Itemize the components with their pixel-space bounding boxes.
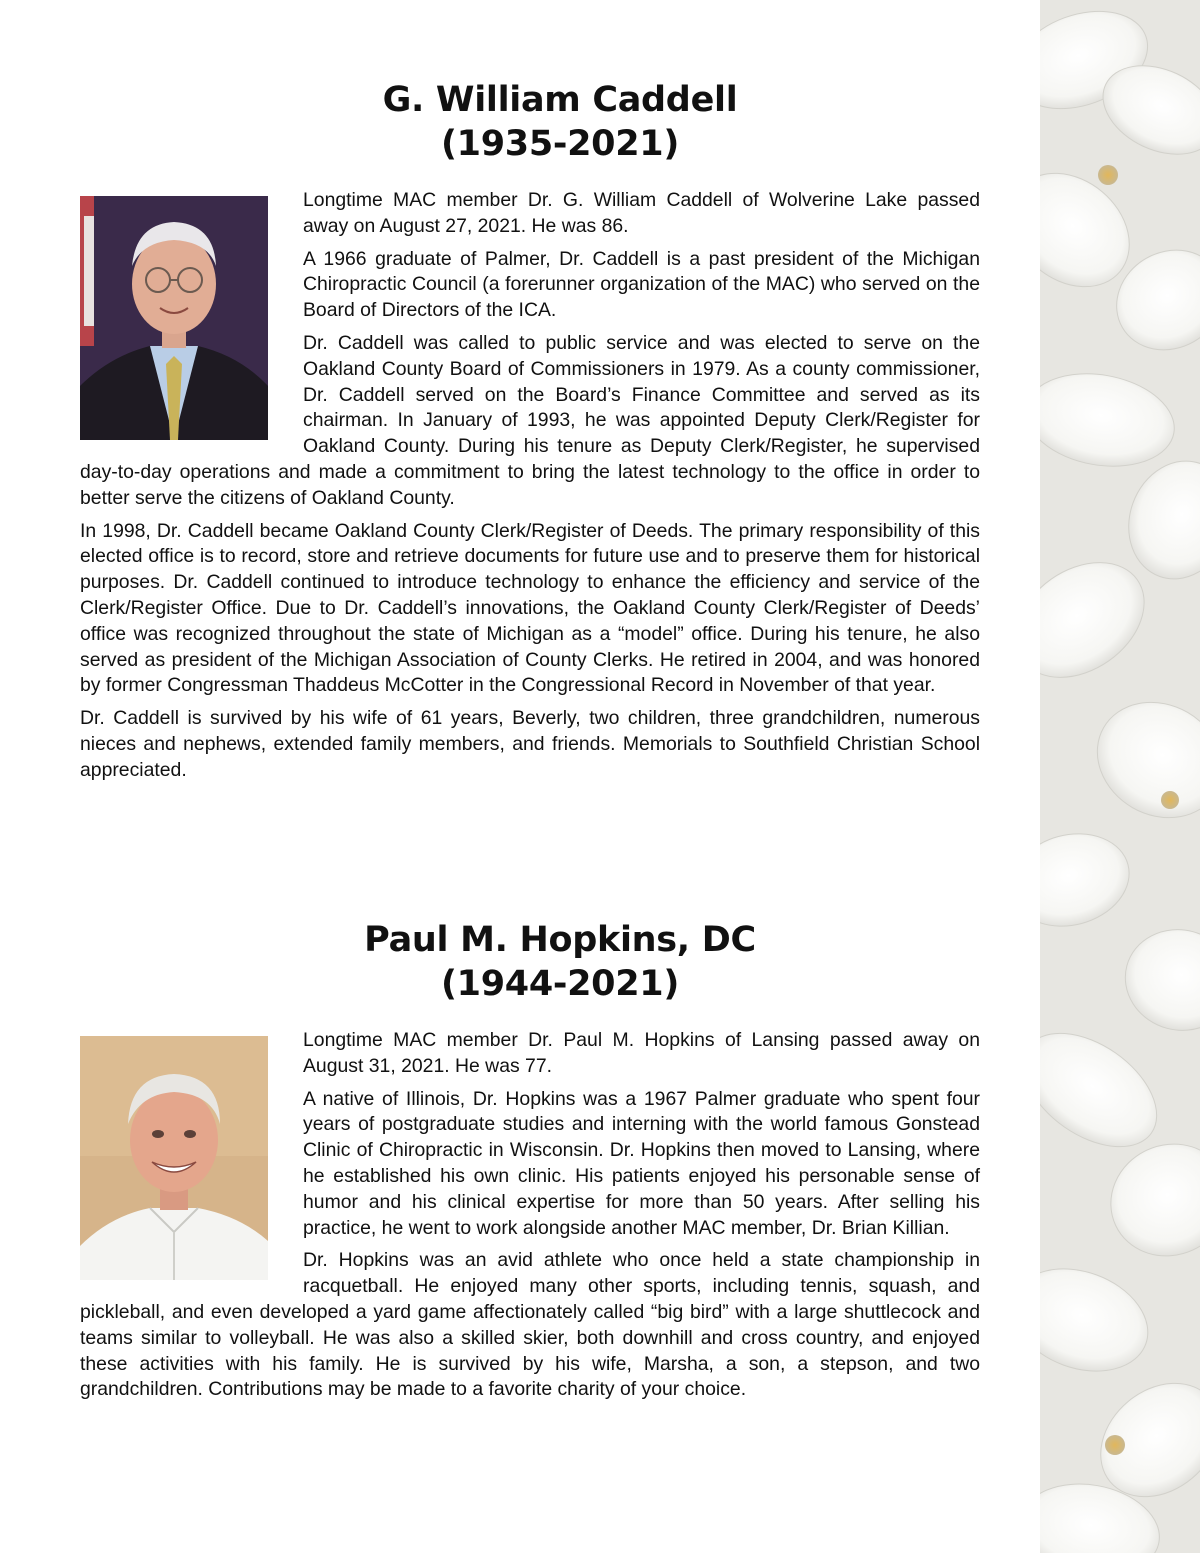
- portrait-photo: [80, 196, 268, 440]
- obituary-heading: [80, 78, 980, 166]
- portrait-photo: [80, 1036, 268, 1280]
- obituary-name: G. William Caddell: [382, 80, 738, 120]
- obituary-paragraph: Dr. Caddell was called to public service and was elected to serve on the Oakland County Board of Commissioners in 1979. As a county commissioner, Dr. Caddell served on the Board’s Finance Committee and served as its chairman. In January of 1993, he was appointed Deputy Clerk/Register for Oakland County. During his tenure as Deputy Clerk/Register, he supervised day-to-day operations and made a commitment to bring the latest technology to the office in order to better serve the citizens of Oakland County.: [80, 331, 980, 509]
- obituary-caddell: [80, 78, 980, 791]
- portrait-caddell-image: [80, 196, 268, 440]
- obituary-paragraph: A 1966 graduate of Palmer, Dr. Caddell is a past president of the Michigan Chiropractic Council (a forerunner organization of the MAC) who served on the Board of Directors of the ICA.: [303, 247, 980, 322]
- obituary-paragraph: A native of Illinois, Dr. Hopkins was a 1967 Palmer graduate who spent four years of postgraduate studies and interning with the world famous Gonstead Clinic of Chiropractic in Wisconsin. Dr. Hopkins then moved to Lansing, where he established his own clinic. His patients enjoyed his personable sense of humor and his clinical expertise for more than 50 years. After selling his practice, he went to work alongside another MAC member, Dr. Brian Killian.: [303, 1087, 980, 1239]
- obituary-name: Paul M. Hopkins, DC: [364, 920, 756, 960]
- obituary-paragraph: Dr. Caddell is survived by his wife of 61 years, Beverly, two children, three grandchildren, numerous nieces and nephews, extended family members, and friends. Memorials to Southfield Christian School appreciated.: [80, 707, 980, 781]
- portrait-hopkins-image: [80, 1036, 268, 1280]
- obituary-years: (1944-2021): [440, 964, 680, 1004]
- obituary-years: (1935-2021): [440, 124, 680, 164]
- obituary-paragraph: Longtime MAC member Dr. G. William Caddell of Wolverine Lake passed away on August 27, 2021. He was 86.: [303, 189, 980, 237]
- obituary-heading: [80, 918, 980, 1006]
- decorative-flower-border: [1040, 0, 1200, 1553]
- obituary-paragraph: Longtime MAC member Dr. Paul M. Hopkins of Lansing passed away on August 31, 2021. He was 77.: [303, 1029, 980, 1077]
- obituary-hopkins: [80, 918, 980, 1410]
- obituary-paragraph: Dr. Hopkins was an avid athlete who once held a state championship in racquetball. He enjoyed many other sports, including tennis, squash, and pickleball, and even developed a yard game affectionately called “big bird” with a large shuttlecock and teams similar to volleyball. He was also a skilled skier, both downhill and cross country, and enjoyed these activities with his family. He is survived by his wife, Marsha, a son, a stepson, and two grandchildren. Contributions may be made to a favorite charity of your choice.: [80, 1249, 980, 1401]
- obituary-paragraph: In 1998, Dr. Caddell became Oakland County Clerk/Register of Deeds. The primary responsibility of this elected office is to record, store and retrieve documents for future use and to preserve them for historical purposes. Dr. Caddell continued to introduce technology to enhance the efficiency and service of the Clerk/Register Office. Due to Dr. Caddell’s innovations, the Oakland County Clerk/Register of Deeds’ office was recognized throughout the state of Michigan as a “model” office. During his tenure, he also served as president of the Michigan Association of County Clerks. He retired in 2004, and was honored by former Congressman Thaddeus McCotter in the Congressional Record in November of that year.: [80, 519, 980, 697]
